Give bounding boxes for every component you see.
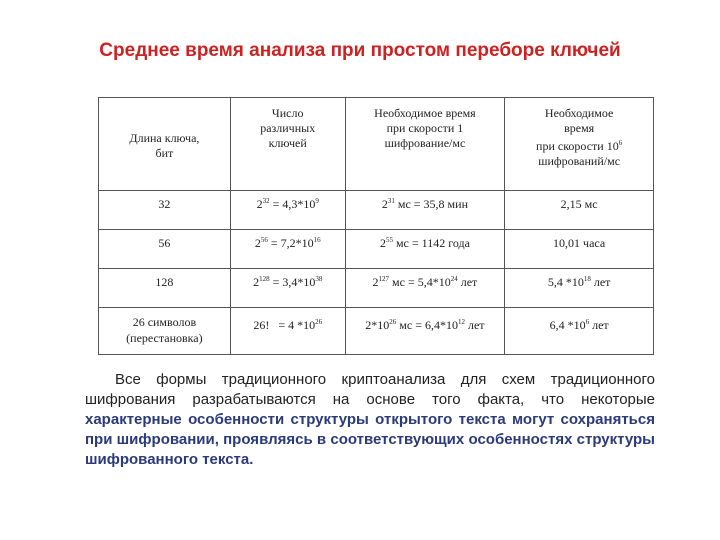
table-row <box>99 308 654 355</box>
cell-key-length: 128 <box>99 269 231 308</box>
cell-num-keys: 26! = 4 $*10^{26}$ <box>230 308 345 355</box>
table-header-row <box>99 98 654 191</box>
table-row <box>99 230 654 269</box>
header-time-1: Необходимое время при скорости 1 шифрование/мс <box>345 98 505 191</box>
cell-key-length: 32 <box>99 191 231 230</box>
cell-num-keys: $2^{56} = 7,2*10^{16}$ <box>230 230 345 269</box>
cell-num-keys: $2^{32} = 4,3*10^9$ <box>230 191 345 230</box>
cell-time-2: 6,4 $*10^6$ лет <box>505 308 654 355</box>
header-time-2: Необходимое время при скорости $10^6$ шифрований/мс <box>505 98 654 191</box>
paragraph-plain: Все формы традиционного криптоанализа для схем традиционного шифрования разрабатываются на основе того факта, что некоторые <box>85 371 655 408</box>
paragraph-highlight: характерные особенности структуры открытого текста могут сохраняться при шифровании, проявляясь в соответствующих особенностях структуры шифрованного текста. <box>85 411 655 468</box>
cell-key-length: 26 символов (перестановка) <box>99 308 231 355</box>
cell-key-length: 56 <box>99 230 231 269</box>
cell-time-1: $2*10^{26}$ мс = $6,4*10^{12}$ лет <box>345 308 505 355</box>
body-paragraph <box>85 370 655 470</box>
table-row <box>99 191 654 230</box>
cell-time-1: $2^{31}$ мс = 35,8 мин <box>345 191 505 230</box>
cell-num-keys: $2^{128} = 3,4*10^{38}$ <box>230 269 345 308</box>
cell-time-2: 10,01 часа <box>505 230 654 269</box>
slide-title: Среднее время анализа при простом переборе ключей <box>99 40 621 61</box>
key-search-table <box>98 97 654 355</box>
table-row <box>99 269 654 308</box>
cell-time-1: $2^{127}$ мс = $5,4*10^{24}$ лет <box>345 269 505 308</box>
header-key-length: Длина ключа, бит <box>99 98 231 191</box>
cell-time-2: 5,4 $*10^{18}$ лет <box>505 269 654 308</box>
cell-time-1: $2^{55}$ мс = 1142 года <box>345 230 505 269</box>
cell-time-2: 2,15 мс <box>505 191 654 230</box>
header-num-keys: Число различных ключей <box>230 98 345 191</box>
